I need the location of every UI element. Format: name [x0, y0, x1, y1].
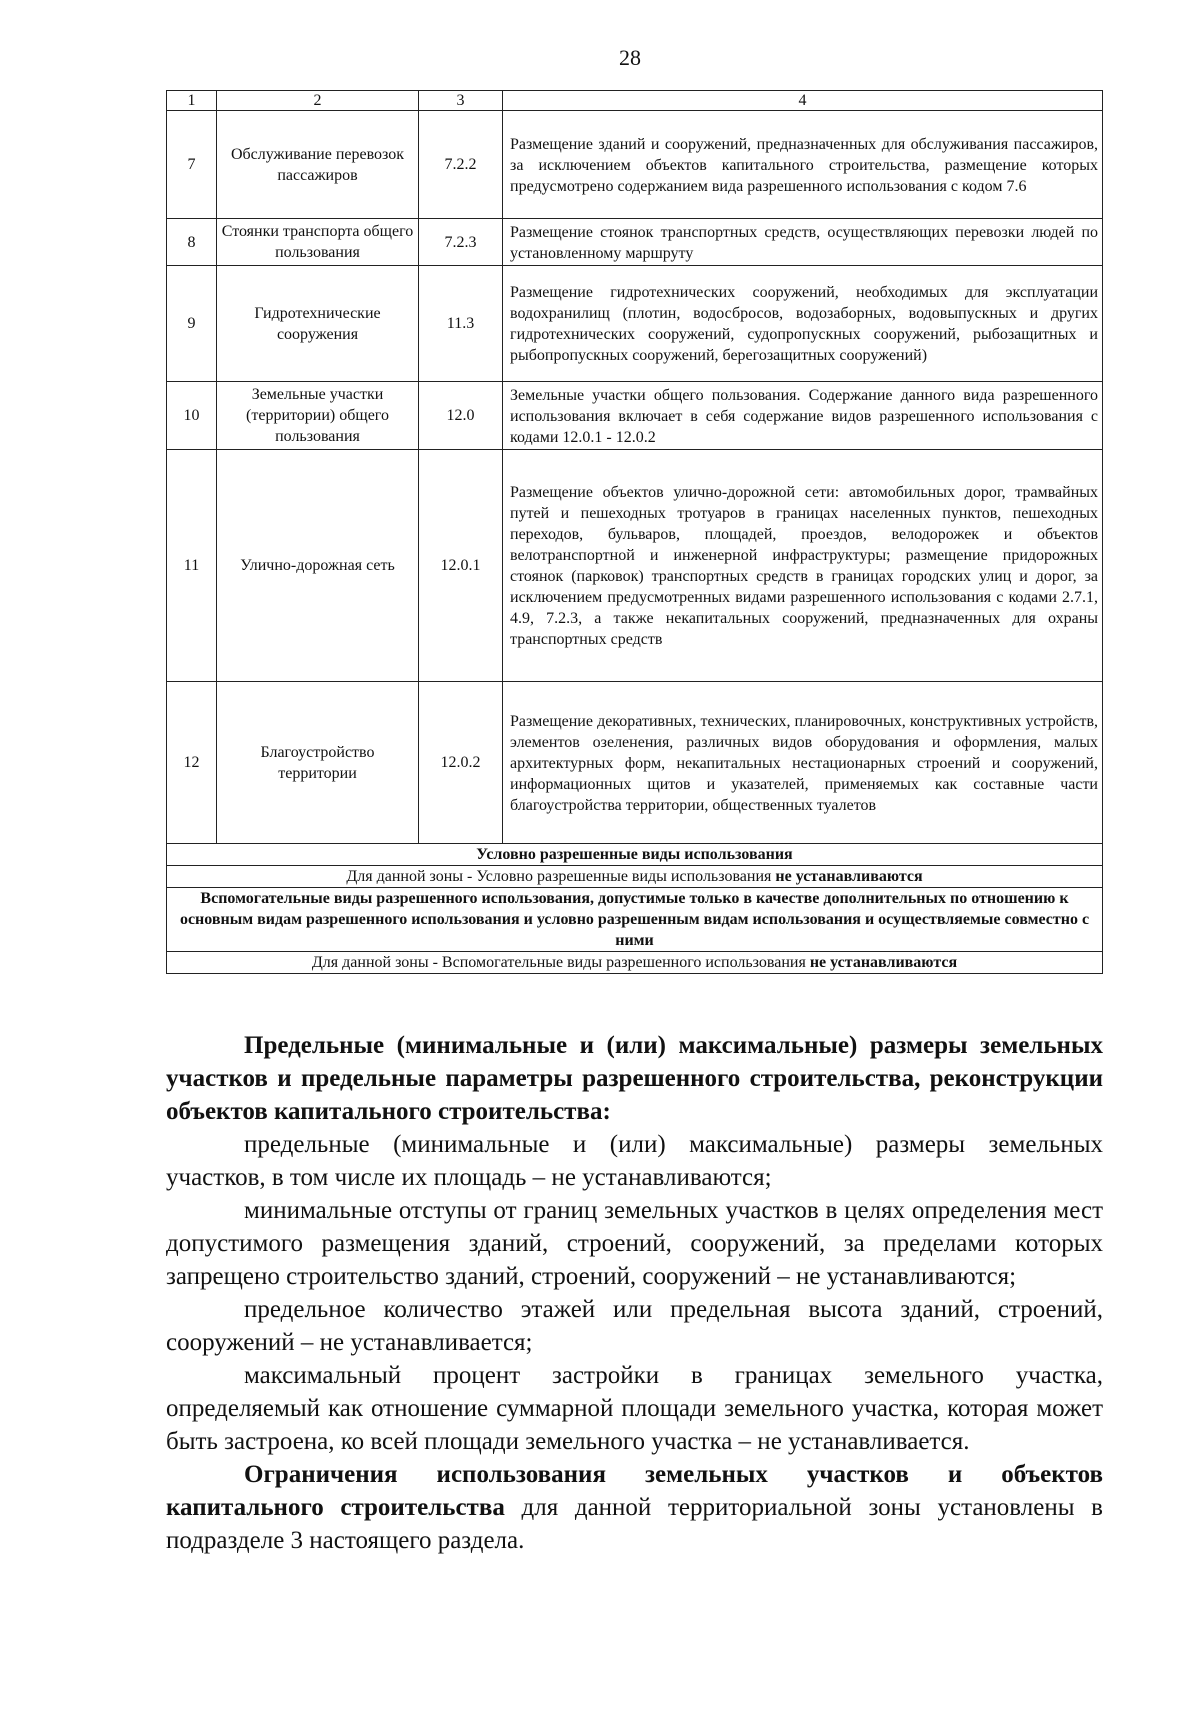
note-text: Для данной зоны - Условно разрешенные виды использования	[346, 868, 776, 885]
use-type-code: 12.0	[419, 382, 503, 450]
conditional-uses-note-row	[167, 866, 1103, 888]
note-text: Для данной зоны - Вспомогательные виды разрешенного использования	[311, 954, 810, 971]
restrictions-paragraph	[166, 1458, 1103, 1557]
table-row	[167, 382, 1103, 450]
auxiliary-uses-title: Вспомогательные виды разрешенного использования, допустимые только в качестве дополнительных по отношению к основным видам разрешенного использования и условно разрешенным видам использования и осуществляемые совместно с ними	[167, 888, 1103, 952]
limits-paragraph: предельные (минимальные и (или) максимальные) размеры земельных участков, в том числе их площадь – не устанавливаются;	[166, 1131, 1103, 1191]
use-type-code: 12.0.2	[419, 682, 503, 844]
use-type-code: 11.3	[419, 266, 503, 382]
use-type-code: 12.0.1	[419, 450, 503, 682]
restrictions-bold: Ограничения использования земельных участков и объектов капитального строительства	[166, 1461, 1103, 1521]
table-row	[167, 682, 1103, 844]
use-type-code: 7.2.3	[419, 219, 503, 266]
note-emphasis: не устанавливаются	[809, 954, 958, 971]
limits-section	[166, 1029, 1103, 1557]
limits-paragraph: минимальные отступы от границ земельных участков в целях определения мест допустимого размещения зданий, строений, сооружений, за пределами которых запрещено строительство зданий, строений, сооружений – не устанавливаются;	[166, 1197, 1103, 1290]
conditional-uses-note	[167, 866, 1103, 888]
limits-paragraph: максимальный процент застройки в границах земельного участка, определяемый как отношение суммарной площади земельного участка, которая может быть застроена, ко всей площади земельного участка – не устанавливается.	[166, 1362, 1103, 1455]
use-type-name: Стоянки транспорта общего пользования	[217, 219, 419, 266]
page-number: 28	[619, 45, 641, 70]
use-type-description: Размещение стоянок транспортных средств, осуществляющих перевозки людей по установленному маршруту	[503, 219, 1103, 266]
row-number: 9	[167, 266, 217, 382]
use-type-description: Размещение зданий и сооружений, предназначенных для обслуживания пассажиров, за исключением объектов капитального строительства, размещение которых предусмотрено содержанием вида разрешенного использования с кодом 7.6	[503, 111, 1103, 219]
row-number: 12	[167, 682, 217, 844]
column-header: 1	[167, 91, 217, 111]
restrictions-text: для данной территориальной зоны установлены в подразделе 3 настоящего раздела.	[166, 1494, 1103, 1554]
conditional-uses-title-row	[167, 844, 1103, 866]
land-use-table	[166, 90, 1103, 974]
column-header: 3	[419, 91, 503, 111]
use-type-name: Благоустройство территории	[217, 682, 419, 844]
use-type-description: Размещение объектов улично-дорожной сети: автомобильных дорог, трамвайных путей и пешеходных тротуаров в границах населенных пунктов, пешеходных переходов, бульваров, площадей, проездов, велодорожек и объектов велотранспортной и инженерной инфраструктуры; размещение придорожных стоянок (парковок) транспортных средств в границах городских улиц и дорог, за исключением предусмотренных видами разрешенного использования с кодами 2.7.1, 4.9, 7.2.3, а также некапитальных сооружений, предназначенных для охраны транспортных средств	[503, 450, 1103, 682]
use-type-name: Земельные участки (территории) общего пользования	[217, 382, 419, 450]
auxiliary-uses-note	[167, 952, 1103, 974]
use-type-code: 7.2.2	[419, 111, 503, 219]
limits-paragraph: предельное количество этажей или предельная высота зданий, строений, сооружений – не устанавливается;	[166, 1296, 1103, 1356]
use-type-description: Размещение гидротехнических сооружений, необходимых для эксплуатации водохранилищ (плотин, водосбросов, водозаборных, водовыпускных и других гидротехнических сооружений, судопропускных сооружений, рыбозащитных и рыбопропускных сооружений, берегозащитных сооружений)	[503, 266, 1103, 382]
row-number: 11	[167, 450, 217, 682]
table-row	[167, 219, 1103, 266]
table-row	[167, 450, 1103, 682]
use-type-name: Гидротехнические сооружения	[217, 266, 419, 382]
column-header: 4	[503, 91, 1103, 111]
row-number: 10	[167, 382, 217, 450]
auxiliary-uses-note-row	[167, 952, 1103, 974]
table-header-row	[167, 91, 1103, 111]
note-emphasis: не устанавливаются	[775, 868, 923, 885]
row-number: 8	[167, 219, 217, 266]
auxiliary-uses-title-row	[167, 888, 1103, 952]
use-type-name: Обслуживание перевозок пассажиров	[217, 111, 419, 219]
conditional-uses-title: Условно разрешенные виды использования	[167, 844, 1103, 866]
table-row	[167, 111, 1103, 219]
limits-heading: Предельные (минимальные и (или) максимальные) размеры земельных участков и предельные параметры разрешенного строительства, реконструкции объектов капитального строительства:	[166, 1032, 1103, 1125]
row-number: 7	[167, 111, 217, 219]
use-type-description: Земельные участки общего пользования. Содержание данного вида разрешенного использования включает в себя содержание видов разрешенного использования с кодами 12.0.1 - 12.0.2	[503, 382, 1103, 450]
column-header: 2	[217, 91, 419, 111]
table-row	[167, 266, 1103, 382]
use-type-description: Размещение декоративных, технических, планировочных, конструктивных устройств, элементов озеленения, различных видов оборудования и оформления, малых архитектурных форм, некапитальных нестационарных строений и сооружений, информационных щитов и указателей, применяемых как составные части благоустройства территории, общественных туалетов	[503, 682, 1103, 844]
use-type-name: Улично-дорожная сеть	[217, 450, 419, 682]
